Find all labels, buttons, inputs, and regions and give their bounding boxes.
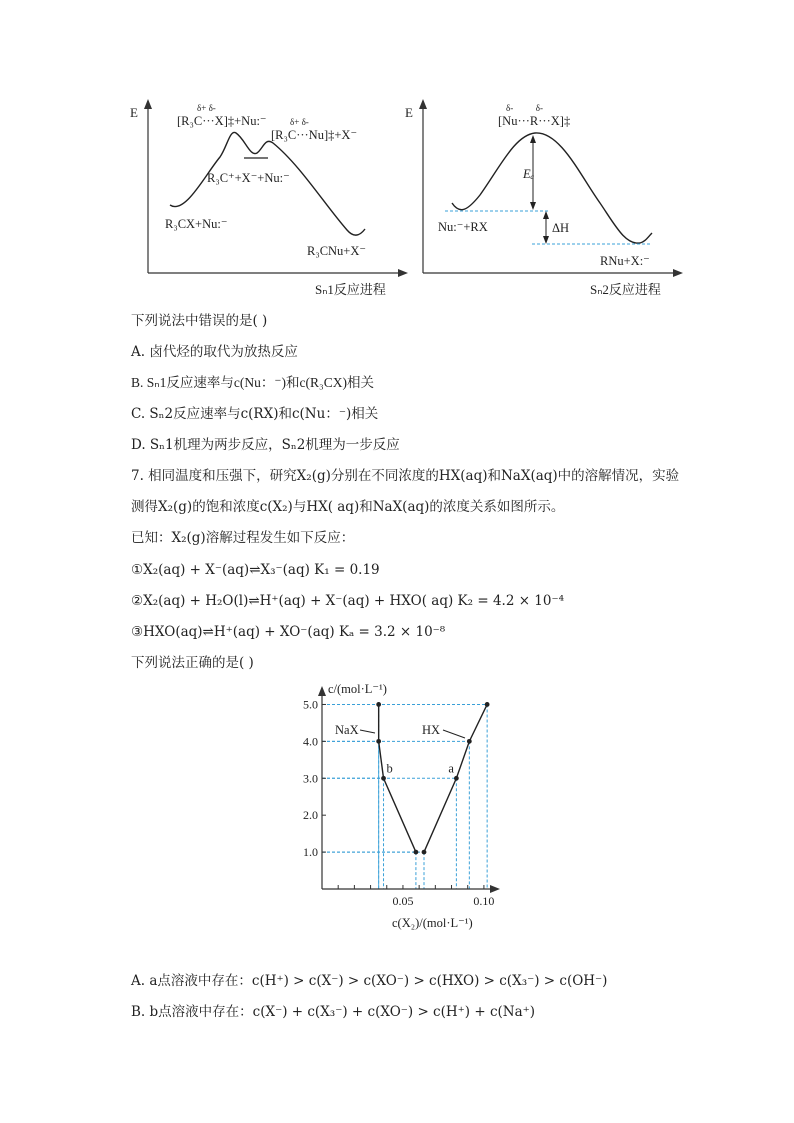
q6-option-c: C. Sₙ2反应速率与c(RX)和c(Nu：⁻)相关: [131, 406, 379, 422]
sn1-ts1-charges: δ+ δ-: [197, 103, 216, 113]
sn2-x-arrow: [673, 269, 683, 277]
data-point: [376, 702, 381, 707]
data-point: [422, 850, 427, 855]
sn1-intermediate-label: R₃C⁺+X⁻+Nu:⁻: [207, 171, 290, 185]
sn2-ea-label: Eₐ: [523, 167, 535, 181]
q6-option-b: B. Sₙ1反应速率与c(Nu：⁻)和c(R₃CX)相关: [131, 375, 374, 390]
sn1-reactant-label: R₃CX+Nu:⁻: [165, 217, 228, 231]
q6-stem: 下列说法中错误的是( ): [131, 313, 268, 329]
chart-y-arrow: [318, 686, 326, 696]
sn1-ts1-label: [R₃C···X]‡+Nu:⁻: [177, 114, 267, 128]
legend-hx-leader: [443, 730, 465, 738]
sn2-dh-arrowhead-up: [543, 211, 549, 219]
solubility-chart: [280, 676, 520, 936]
y-tick-label: 2.0: [303, 808, 318, 823]
sn2-energy-diagram: [400, 95, 690, 305]
q7-stem-line2: 测得X₂(g)的饱和浓度c(X₂)与HX( aq)和NaX(aq)的浓度关系如图所示。: [131, 499, 565, 515]
q7-reaction-1: ①X₂(aq) + X⁻(aq)⇌X₃⁻(aq) K₁ = 0.19: [131, 562, 380, 578]
chart-xlabel: c(X₂)/(mol·L⁻¹): [392, 916, 473, 930]
chart-ylabel: c/(mol·L⁻¹): [328, 682, 387, 696]
chart-x-arrow: [490, 885, 500, 893]
x-tick-label: 0.05: [392, 894, 414, 908]
sn1-e-label: E: [130, 105, 138, 120]
sn1-product-label: R₃CNu+X⁻: [307, 244, 366, 258]
q7-reaction-3: ③HXO(aq)⇌H⁺(aq) + XO⁻(aq) Kₐ = 3.2 × 10⁻⁸: [131, 624, 446, 640]
data-point: [381, 776, 386, 781]
q7-reaction-2: ②X₂(aq) + H₂O(l)⇌H⁺(aq) + X⁻(aq) + HXO( aq) K₂ = 4.2 × 10⁻⁴: [131, 593, 565, 609]
data-point: [376, 739, 381, 744]
data-point: [467, 739, 472, 744]
data-point: [414, 850, 419, 855]
q7-option-a: A. a点溶液中存在：c(H⁺) > c(X⁻) > c(XO⁻) > c(HXO) > c(X₃⁻) > c(OH⁻): [131, 973, 608, 989]
data-point: [454, 776, 459, 781]
sn1-ts2-label: [R₃C···Nu]‡+X⁻: [271, 128, 358, 142]
q7-known: 已知：X₂(g)溶解过程发生如下反应：: [131, 530, 355, 546]
y-tick-label: 4.0: [303, 734, 318, 749]
q6-option-d: D. Sₙ1机理为两步反应，Sₙ2机理为一步反应: [131, 437, 400, 453]
q7-stem-line1: 7. 相同温度和压强下，研究X₂(g)分别在不同浓度的HX(aq)和NaX(aq)中的溶解情况，实验: [131, 468, 680, 484]
point-label-a: a: [448, 761, 454, 776]
q7-option-b: B. b点溶液中存在：c(X⁻) + c(X₃⁻) + c(XO⁻) > c(H⁺) + c(Na⁺): [131, 1004, 536, 1020]
y-tick-label: 3.0: [303, 771, 318, 786]
q7-question: 下列说法正确的是( ): [131, 655, 254, 671]
sn1-x-label: Sₙ1反应进程: [315, 282, 386, 297]
x-tick-label: 0.10: [473, 894, 495, 908]
y-tick-label: 5.0: [303, 697, 318, 712]
sn2-ea-arrowhead-down: [530, 202, 536, 210]
sn2-x-label: Sₙ2反应进程: [590, 282, 661, 297]
q6-option-a: A. 卤代烃的取代为放热反应: [131, 344, 298, 360]
legend-nax: NaX: [335, 723, 359, 737]
legend-hx: HX: [422, 723, 441, 737]
point-label-b: b: [386, 761, 393, 776]
sn2-reactant-label: Nu:⁻+RX: [438, 220, 488, 234]
sn1-ts2-charges: δ+ δ-: [290, 117, 309, 127]
sn2-ea-arrowhead-up: [530, 135, 536, 143]
sn2-ts-label: [Nu···R···X]‡: [498, 114, 571, 128]
sn2-dh-label: ΔH: [552, 221, 570, 235]
sn2-ts-charges: δ- δ-: [506, 103, 543, 113]
sn2-e-label: E: [405, 105, 413, 120]
sn2-product-label: RNu+X:⁻: [600, 254, 650, 268]
sn1-y-arrow: [144, 99, 152, 109]
sn2-y-arrow: [419, 99, 427, 109]
y-tick-label: 1.0: [303, 845, 318, 860]
sn2-dh-arrowhead-down: [543, 236, 549, 244]
sn1-energy-diagram: [125, 95, 415, 305]
data-point: [485, 702, 490, 707]
legend-nax-leader: [360, 730, 375, 733]
